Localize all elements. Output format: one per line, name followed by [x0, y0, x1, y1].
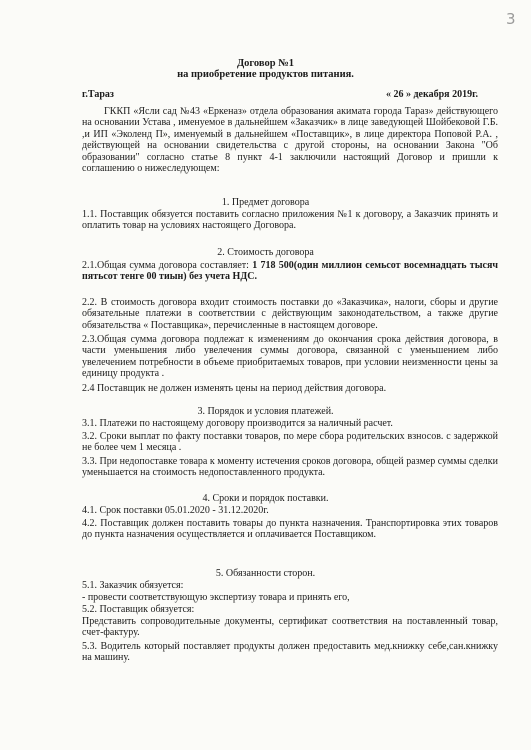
section-5-heading: 5. Обязанности сторон. [215, 568, 316, 579]
contract-subtitle: на приобретение продуктов питания. [177, 69, 354, 80]
section-2-heading: 2. Стоимость договора [217, 247, 314, 258]
contract-title: Договор №1 [236, 58, 295, 69]
section-2-paragraph-2: 2.2. В стоимость договора входит стоимость поставки до «Заказчика», налоги, сборы и другие обязательные платежи в соответствии с действующим законодательством, а также другие обязательства « Поставщика», перечисленные в настоящем договоре. [82, 297, 498, 331]
page-number: 3 [506, 10, 516, 28]
section-2-amount: 1 718 500(один миллион семьсот восемнадцать тысяч пятьсот тенге 00 тиын) без учета НДС. [82, 260, 499, 283]
section-3-paragraph-1: 3.1. Платежи по настоящему договору производится за наличный расчет. [82, 418, 393, 429]
section-3-paragraph-3: 3.3. При недопоставке товара к моменту истечения сроков договора, общей размер суммы сделки уменьшается на стоимость недопоставленного продукта. [82, 456, 498, 479]
section-4-paragraph-1: 4.1. Срок поставки 05.01.2020 - 31.12.2020г. [82, 505, 269, 516]
contract-city: г.Тараз [82, 89, 114, 100]
section-2-paragraph-1 [82, 260, 498, 283]
section-4-heading: 4. Сроки и порядок поставки. [202, 493, 329, 504]
section-4-paragraph-2: 4.2. Поставщик должен поставить товары до пункта назначения. Транспортировка этих товаров до пункта назначения осуществляется и оплачивается Поставщиком. [82, 518, 498, 541]
section-3-paragraph-2: 3.2. Сроки выплат по факту поставки товаров, по мере сбора родительских взносов. с задержкой не более чем 1 месяца . [82, 431, 498, 454]
section-5-paragraph-1: 5.1. Заказчик обязуется: [82, 580, 184, 591]
section-2-paragraph-4: 2.4 Поставщик не должен изменять цены на период действия договора. [82, 383, 387, 394]
section-2-paragraph-3: 2.3.Общая сумма договора подлежат к изменениям до окончания срока действия договора, в части уменьшения либо увелечения суммы договора, связанной с уменьшением либо увелечением потребности в объеме приобритаемых товаров, при условии неизменности цены за единицу продукта . [82, 334, 498, 380]
section-5-paragraph-4: Представить сопроводительные документы, сертификат соответствия на поставленный товар, счет-фактуру. [82, 616, 498, 639]
section-3-heading: 3. Порядок и условия платежей. [197, 406, 334, 417]
section-1-heading: 1. Предмет договора [221, 197, 310, 208]
section-2-amount-label: 2.1.Общая сумма договора составляет: [82, 260, 253, 271]
section-5-paragraph-3: 5.2. Поставщик обязуется: [82, 604, 195, 615]
preamble-paragraph: ГККП «Ясли сад №43 «Еркеназ» отдела образования акимата города Тараз» действующего на основании Устава , именуемое в дальнейшем «Заказчик» в лице заведующей Шойбековой Г.Б. ,и ИП «Эколенд П», именуемый в дальнейшем «Поставщик», в лице директора Поповой Р.А. , действующей на основании свидетельства с другой стороны, на основании Закона "Об образовании" согласно статье 8 пункт 4-1 заключили настоящий Договор и пришли к соглашению о нижеследующем: [82, 106, 498, 175]
section-5-paragraph-2: - провести соответствующую экспертизу товара и принять его, [82, 592, 350, 603]
contract-date: « 26 » декабря 2019г. [386, 89, 478, 100]
section-5-paragraph-5: 5.3. Водитель который поставляет продукты должен предоставить мед.книжку себе,сан.книжку на машину. [82, 641, 498, 664]
section-1-paragraph-1: 1.1. Поставщик обязуется поставить согласно приложения №1 к договору, а Заказчик принять и оплатить товар на условиях настоящего Договора. [82, 209, 498, 232]
